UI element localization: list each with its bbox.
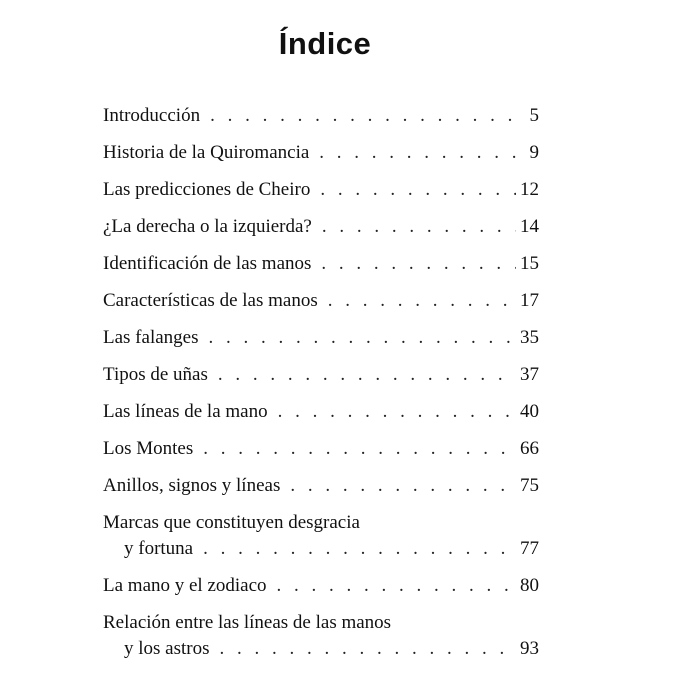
toc-entry xyxy=(103,573,539,610)
toc-entry-title: Relación entre las líneas de las manos xyxy=(103,612,392,633)
toc-entry-title-continuation: y los astros xyxy=(124,638,210,659)
toc-entry-title: La mano y el zodiaco xyxy=(103,575,267,596)
toc-page-number: 77 xyxy=(520,538,539,559)
toc-entry xyxy=(103,140,539,177)
toc-entry xyxy=(103,399,539,436)
toc-entry xyxy=(103,610,539,673)
page-title: Índice xyxy=(278,26,372,61)
toc-page-number: 75 xyxy=(520,475,539,496)
toc-entry xyxy=(103,251,539,288)
dot-leader xyxy=(208,325,516,351)
toc-page-number: 17 xyxy=(520,290,539,311)
toc-entry xyxy=(103,362,539,399)
toc-page-number: 80 xyxy=(520,575,539,596)
toc-page-number: 9 xyxy=(529,142,539,163)
dot-leader xyxy=(203,436,516,462)
toc-page-number: 12 xyxy=(520,179,539,200)
toc-entry xyxy=(103,436,539,473)
toc-page-number: 40 xyxy=(520,401,539,422)
dot-leader xyxy=(210,103,517,129)
toc-entry-title: ¿La derecha o la izquierda? xyxy=(103,216,312,237)
dot-leader xyxy=(203,536,516,562)
toc-page-number: 15 xyxy=(520,253,539,274)
toc-entry xyxy=(103,473,539,510)
toc-entry xyxy=(103,288,539,325)
toc-entry-title: Las falanges xyxy=(103,327,199,348)
toc-entry xyxy=(103,510,539,573)
toc-entry xyxy=(103,177,539,214)
toc-page-number: 5 xyxy=(529,105,539,126)
toc-entry-title: Las líneas de la mano xyxy=(103,401,268,422)
toc-entry-title: Anillos, signos y líneas xyxy=(103,475,281,496)
toc-entry xyxy=(103,103,539,140)
toc-entry xyxy=(103,325,539,362)
toc-entry-title: Historia de la Quiromancia xyxy=(103,142,310,163)
table-of-contents xyxy=(103,103,539,673)
dot-leader xyxy=(319,140,517,166)
dot-leader xyxy=(277,573,516,599)
dot-leader xyxy=(320,177,516,203)
dot-leader xyxy=(218,362,516,388)
toc-entry xyxy=(103,214,539,251)
toc-page-number: 35 xyxy=(520,327,539,348)
toc-entry-title: Marcas que constituyen desgracia xyxy=(103,512,360,533)
dot-leader xyxy=(328,288,516,314)
toc-entry-title: Introducción xyxy=(103,105,201,126)
dot-leader xyxy=(278,399,516,425)
dot-leader xyxy=(322,214,516,240)
toc-page-number: 14 xyxy=(520,216,539,237)
toc-entry-title: Características de las manos xyxy=(103,290,318,311)
toc-entry-title: Las predicciones de Cheiro xyxy=(103,179,311,200)
dot-leader xyxy=(290,473,516,499)
toc-entry-title: Tipos de uñas xyxy=(103,364,208,385)
toc-entry-title: Identificación de las manos xyxy=(103,253,312,274)
toc-page-number: 37 xyxy=(520,364,539,385)
dot-leader xyxy=(220,636,517,662)
toc-page-number: 93 xyxy=(520,638,539,659)
toc-entry-title-continuation: y fortuna xyxy=(124,538,194,559)
dot-leader xyxy=(321,251,516,277)
toc-page-number: 66 xyxy=(520,438,539,459)
toc-entry-title: Los Montes xyxy=(103,438,194,459)
